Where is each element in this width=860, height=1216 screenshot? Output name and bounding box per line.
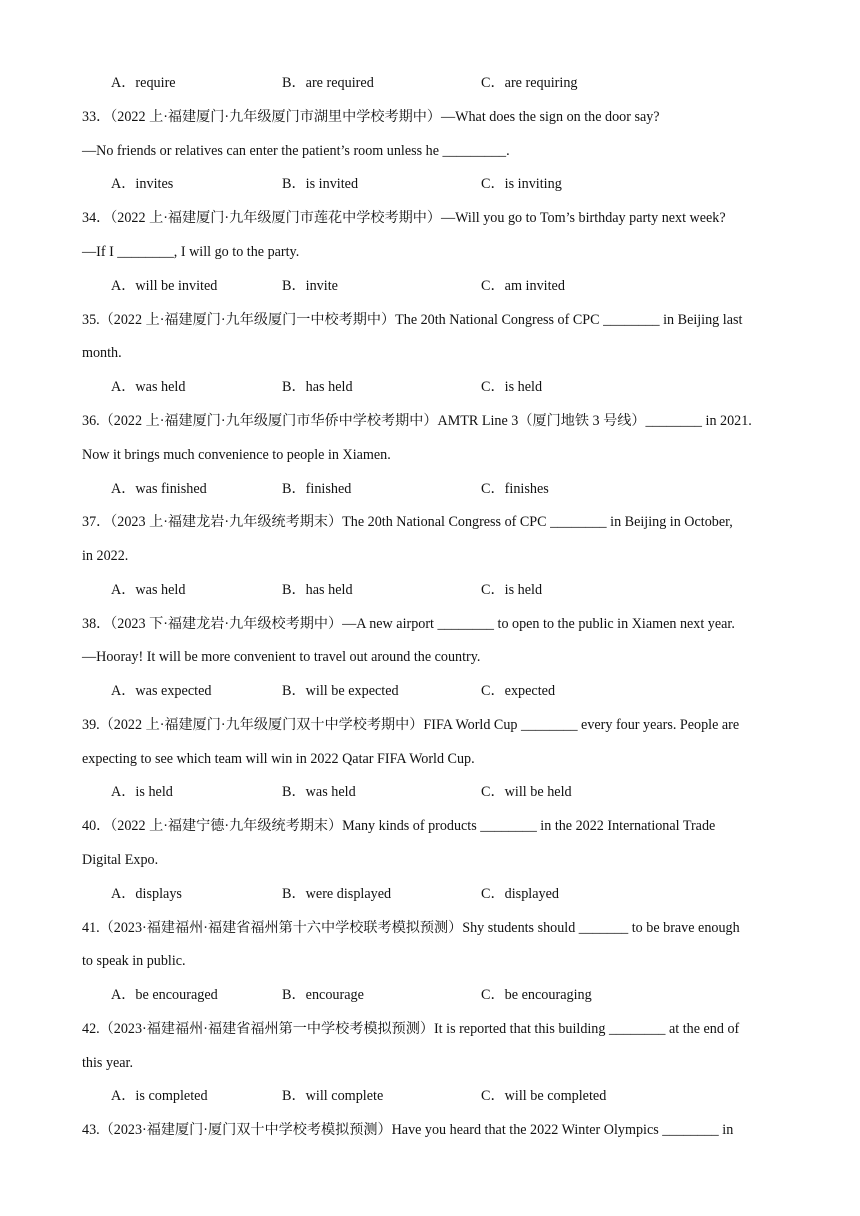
question-33-dialogue: —No friends or relatives can enter the patient’s room unless he _________.	[82, 143, 510, 159]
option-b: B．will complete	[282, 1088, 384, 1104]
option-c: C．will be held	[481, 784, 572, 800]
option-a: A．is held	[111, 784, 173, 800]
answer-options	[111, 884, 811, 904]
option-c: C．is inviting	[481, 176, 562, 192]
option-c: C．finishes	[481, 481, 549, 497]
question-40: 40．（2022 上·福建宁德·九年级统考期末）Many kinds of products ________ in the 2022 International Trade	[82, 818, 716, 834]
answer-options	[111, 73, 811, 93]
question-36: 36.（2022 上·福建厦门·九年级厦门市华侨中学校考期中）AMTR Line 3（厦门地铁 3 号线）________ in 2021.	[82, 413, 752, 429]
question-42: 42.（2023·福建福州·福建省福州第一中学校考模拟预测）It is reported that this building ________ at the end of	[82, 1021, 740, 1037]
question-42-cont: this year.	[82, 1055, 134, 1071]
option-b: B．has held	[282, 379, 353, 395]
question-36-cont: Now it brings much convenience to people in Xiamen.	[82, 447, 391, 463]
option-a: A．was finished	[111, 481, 207, 497]
question-41: 41.（2023·福建福州·福建省福州第十六中学校联考模拟预测）Shy students should _______ to be brave enough	[82, 920, 740, 936]
option-c: C．are requiring	[481, 75, 578, 91]
option-a: A．invites	[111, 176, 174, 192]
option-b: B．encourage	[282, 987, 364, 1003]
option-b: B．was held	[282, 784, 356, 800]
option-b: B．has held	[282, 582, 353, 598]
answer-options	[111, 276, 811, 296]
option-b: B．finished	[282, 481, 352, 497]
question-39: 39.（2022 上·福建厦门·九年级厦门双十中学校考期中）FIFA World Cup ________ every four years. People are	[82, 717, 740, 733]
option-a: A．was held	[111, 582, 186, 598]
option-c: C．is held	[481, 582, 543, 598]
question-41-cont: to speak in public.	[82, 953, 186, 969]
option-b: B．is invited	[282, 176, 359, 192]
question-33: 33．（2022 上·福建厦门·九年级厦门市湖里中学校考期中）—What does the sign on the door say?	[82, 109, 660, 125]
question-38-dialogue: —Hooray! It will be more convenient to travel out around the country.	[82, 649, 481, 665]
option-a: A．was held	[111, 379, 186, 395]
option-b: B．will be expected	[282, 683, 399, 699]
question-43: 43.（2023·福建厦门·厦门双十中学校考模拟预测）Have you heard that the 2022 Winter Olympics ________ in	[82, 1122, 734, 1138]
question-38: 38．（2023 下·福建龙岩·九年级校考期中）—A new airport ________ to open to the public in Xiamen next year.	[82, 616, 735, 632]
option-b: B．invite	[282, 278, 338, 294]
option-c: C．be encouraging	[481, 987, 592, 1003]
option-b: B．were displayed	[282, 886, 392, 902]
answer-options	[111, 782, 811, 802]
answer-options	[111, 174, 811, 194]
option-c: C．will be completed	[481, 1088, 607, 1104]
question-35-cont: month.	[82, 345, 122, 361]
option-c: C．is held	[481, 379, 543, 395]
question-40-cont: Digital Expo.	[82, 852, 159, 868]
option-a: A．require	[111, 75, 176, 91]
question-37: 37．（2023 上·福建龙岩·九年级统考期末）The 20th National Congress of CPC ________ in Beijing in October,	[82, 514, 733, 530]
answer-options	[111, 1086, 811, 1106]
option-c: C．expected	[481, 683, 556, 699]
option-a: A．was expected	[111, 683, 212, 699]
answer-options	[111, 681, 811, 701]
answer-options	[111, 377, 811, 397]
question-39-cont: expecting to see which team will win in 2022 Qatar FIFA World Cup.	[82, 751, 475, 767]
answer-options	[111, 580, 811, 600]
option-a: A．will be invited	[111, 278, 218, 294]
question-34-dialogue: —If I ________, I will go to the party.	[82, 244, 300, 260]
answer-options	[111, 985, 811, 1005]
question-37-cont: in 2022.	[82, 548, 129, 564]
option-a: A．be encouraged	[111, 987, 218, 1003]
option-a: A．displays	[111, 886, 182, 902]
option-b: B．are required	[282, 75, 374, 91]
question-35: 35.（2022 上·福建厦门·九年级厦门一中校考期中）The 20th National Congress of CPC ________ in Beijing last	[82, 312, 743, 328]
option-c: C．displayed	[481, 886, 560, 902]
question-34: 34．（2022 上·福建厦门·九年级厦门市莲花中学校考期中）—Will you go to Tom’s birthday party next week?	[82, 210, 726, 226]
option-c: C．am invited	[481, 278, 565, 294]
option-a: A．is completed	[111, 1088, 208, 1104]
answer-options	[111, 479, 811, 499]
